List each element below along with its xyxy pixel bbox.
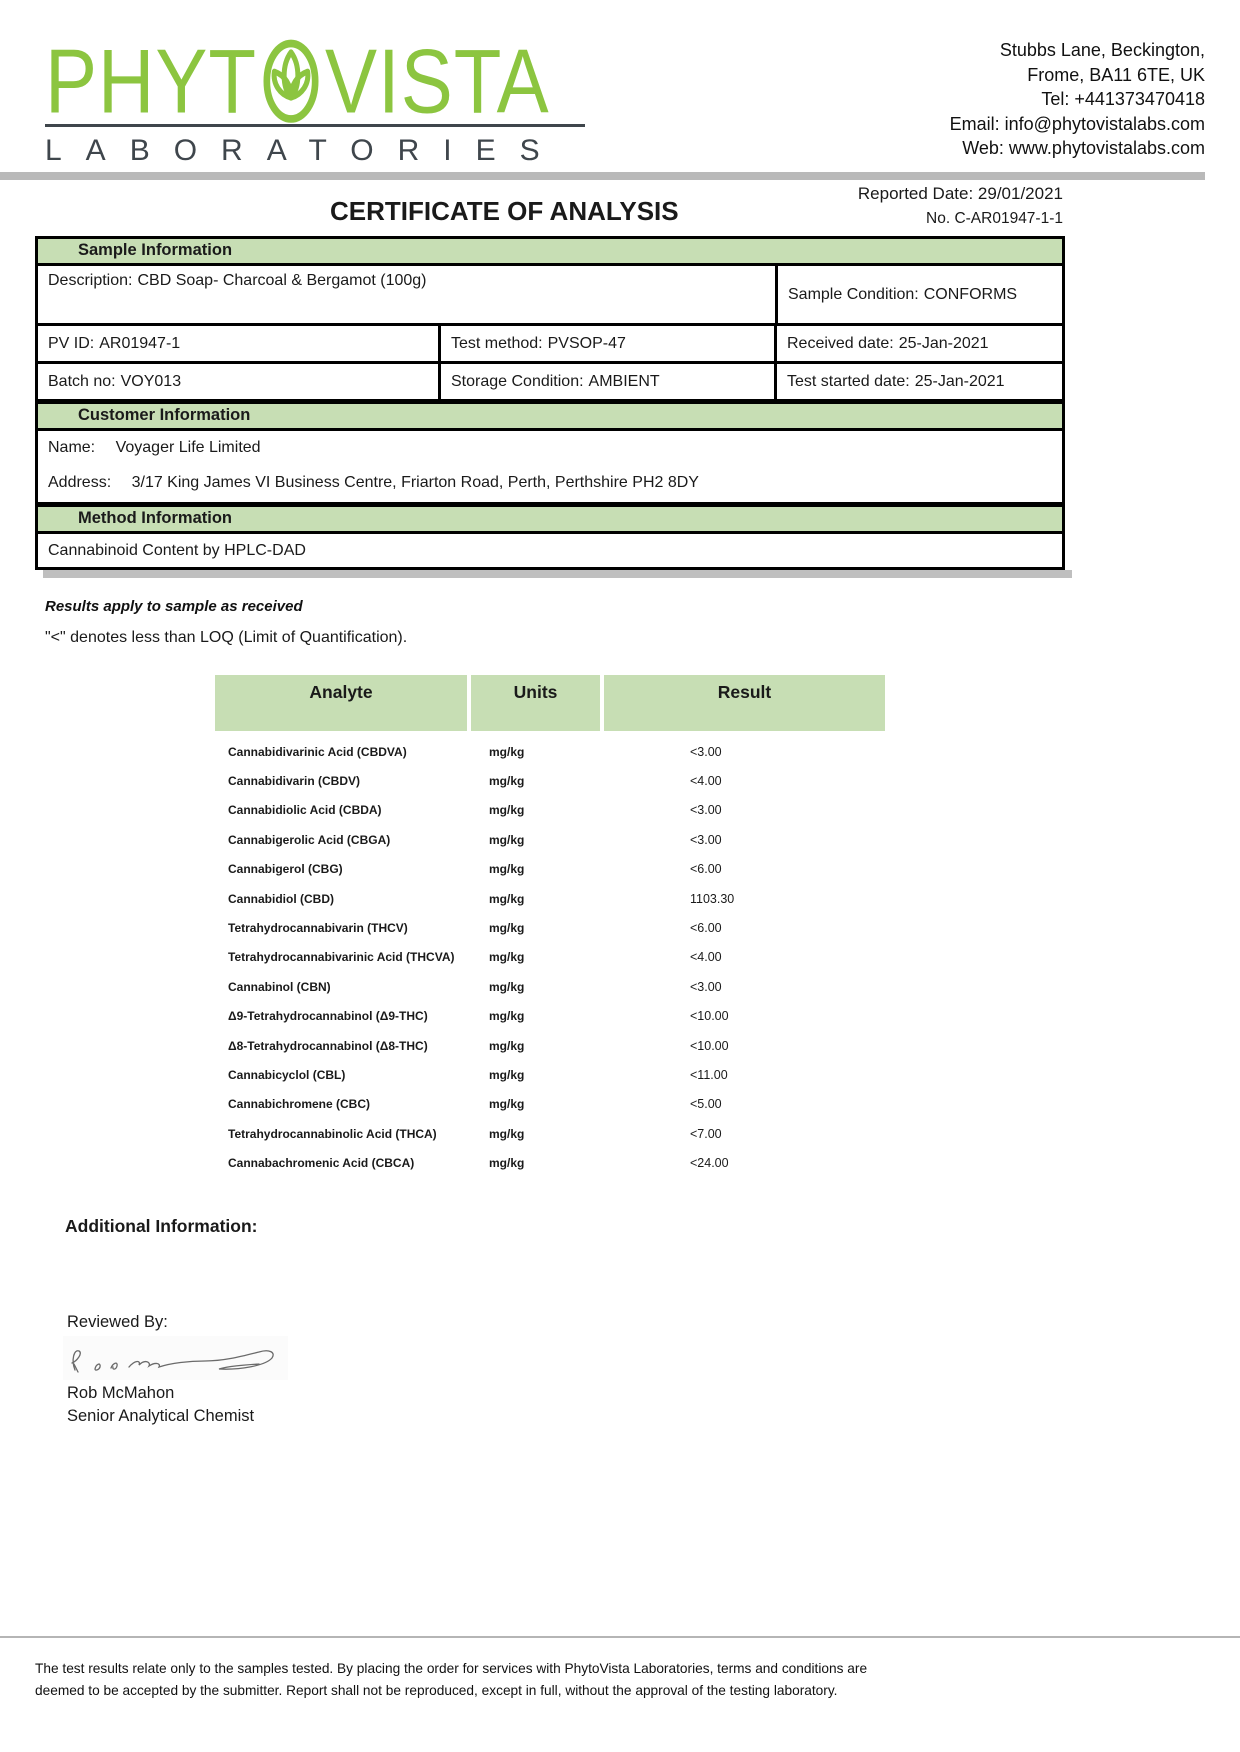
analyte-units: mg/kg: [489, 832, 525, 847]
batch-no-label: Batch no:: [48, 372, 116, 390]
analyte-name: Cannabichromene (CBC): [228, 1097, 371, 1112]
lab-contact-block: [950, 36, 1205, 170]
analyte-units: mg/kg: [489, 1097, 525, 1112]
test-started-date-cell: [774, 364, 1062, 399]
analyte-name: Cannabidiol (CBD): [228, 891, 334, 906]
customer-address-line: [48, 474, 1052, 492]
reviewer-title: Senior Analytical Chemist: [67, 1406, 255, 1425]
table-shadow-bar: [43, 570, 1072, 578]
analyte-name: Δ8-Tetrahydrocannabinol (Δ8-THC): [228, 1038, 428, 1053]
analyte-result: <4.00: [690, 950, 722, 965]
report-number: No. C-AR01947-1-1: [926, 210, 1063, 227]
analyte-result: <24.00: [690, 1156, 729, 1171]
sample-condition-label: Sample Condition:: [788, 285, 919, 303]
analyte-result: <4.00: [690, 774, 722, 789]
table-row: [215, 972, 885, 1001]
customer-name-value: Voyager Life Limited: [115, 439, 261, 456]
test-started-date-value: 25-Jan-2021: [914, 372, 1005, 390]
analyte-result: <11.00: [690, 1067, 728, 1082]
column-header-units: Units: [467, 675, 600, 731]
test-started-date-label: Test started date:: [787, 372, 910, 390]
analyte-result: <5.00: [690, 1097, 722, 1112]
page-title: CERTIFICATE OF ANALYSIS: [330, 196, 679, 226]
batch-no-cell: [38, 364, 438, 399]
received-date-label: Received date:: [787, 334, 894, 352]
customer-name-line: [48, 439, 1052, 457]
method-cell: Cannabinoid Content by HPLC-DAD: [48, 541, 306, 559]
analyte-name: Tetrahydrocannabivarin (THCV): [228, 921, 408, 936]
table-row: [215, 884, 885, 913]
analyte-result: <10.00: [690, 1038, 729, 1053]
analyte-units: mg/kg: [489, 862, 525, 877]
customer-information-header: Customer Information: [38, 402, 1062, 431]
sample-description-cell: [38, 266, 775, 323]
table-row: [215, 913, 885, 942]
reviewer-name: Rob McMahon: [67, 1383, 175, 1402]
analyte-units: mg/kg: [489, 1038, 525, 1053]
analyte-units: mg/kg: [489, 1156, 525, 1171]
lab-address-line1: Stubbs Lane, Beckington,: [999, 40, 1205, 60]
analyte-result: <3.00: [690, 832, 722, 847]
pv-id-value: AR01947-1: [99, 334, 181, 352]
reported-date: Reported Date: 29/01/2021: [857, 184, 1063, 203]
analyte-name: Cannabigerol (CBG): [228, 862, 343, 877]
logo-subtitle: LABORATORIES: [45, 134, 564, 167]
analyte-result: <10.00: [690, 1009, 729, 1024]
test-method-value: PVSOP-47: [547, 334, 626, 352]
logo-text-left: PHYT: [45, 30, 258, 133]
page-footer: [0, 1636, 1240, 1701]
results-table-body: [215, 737, 885, 1178]
storage-condition-label: Storage Condition:: [451, 372, 584, 390]
pv-id-label: PV ID:: [48, 334, 95, 352]
sample-information-header: Sample Information: [38, 239, 1062, 266]
analyte-result: <3.00: [690, 744, 722, 759]
analyte-result: <6.00: [690, 862, 722, 877]
analyte-units: mg/kg: [489, 803, 525, 818]
received-date-value: 25-Jan-2021: [898, 334, 989, 352]
column-header-analyte: Analyte: [215, 675, 467, 731]
sample-condition-value: CONFORMS: [923, 285, 1018, 303]
signature-image: [63, 1336, 288, 1380]
customer-address-label: Address:: [48, 474, 112, 491]
analyte-name: Cannabachromenic Acid (CBCA): [228, 1156, 415, 1171]
analyte-result: <7.00: [690, 1126, 722, 1141]
analyte-name: Cannabidivarinic Acid (CBDVA): [228, 744, 407, 759]
table-row: [215, 855, 885, 884]
test-method-cell: [438, 326, 774, 361]
test-method-label: Test method:: [451, 334, 543, 352]
analyte-units: mg/kg: [489, 744, 525, 759]
analyte-units: mg/kg: [489, 950, 525, 965]
analyte-name: Cannabidivarin (CBDV): [228, 774, 361, 789]
header-separator-bar: [0, 172, 1205, 180]
table-row: [215, 1119, 885, 1148]
batch-row: [38, 364, 1062, 402]
additional-information-label: Additional Information:: [65, 1215, 258, 1236]
logo-text-right: VISTA: [325, 30, 550, 133]
lab-web: Web: www.phytovistalabs.com: [962, 138, 1205, 158]
analyte-units: mg/kg: [489, 1067, 525, 1082]
title-section: [0, 180, 1240, 236]
footer-line1: The test results relate only to the samples tested. By placing the order for services with PhytoVista Laboratories, terms and conditions are: [35, 1661, 868, 1676]
table-row: [215, 1060, 885, 1089]
logo-wordmark: [45, 30, 605, 133]
results-table: [215, 675, 885, 1178]
table-row: [215, 1002, 885, 1031]
table-row: [215, 796, 885, 825]
analyte-units: mg/kg: [489, 921, 525, 936]
analyte-name: Tetrahydrocannabivarinic Acid (THCVA): [228, 950, 455, 965]
customer-name-label: Name:: [48, 439, 96, 456]
analyte-units: mg/kg: [489, 774, 525, 789]
description-label: Description:: [48, 272, 133, 289]
column-header-result: Result: [600, 675, 885, 731]
analyte-name: Cannabicyclol (CBL): [228, 1067, 346, 1082]
analyte-result: <6.00: [690, 921, 722, 936]
reviewed-by-label: Reviewed By:: [67, 1312, 168, 1331]
customer-address-value: 3/17 King James VI Business Centre, Friarton Road, Perth, Perthshire PH2 8DY: [131, 474, 699, 491]
description-value: CBD Soap- Charcoal & Bergamot (100g): [137, 272, 427, 289]
table-row: [215, 1090, 885, 1119]
phytovista-logo: [45, 30, 605, 170]
table-row: [215, 766, 885, 795]
report-meta: [858, 184, 1063, 228]
analyte-units: mg/kg: [489, 1009, 525, 1024]
analyte-units: mg/kg: [489, 979, 525, 994]
customer-details-cell: [38, 431, 1062, 505]
method-information-header: Method Information: [38, 505, 1062, 534]
lab-address-line2: Frome, BA11 6TE, UK: [1027, 64, 1205, 85]
analyte-result: <3.00: [690, 979, 722, 994]
sample-description-row: [38, 266, 1062, 326]
analyte-name: Cannabinol (CBN): [228, 979, 331, 994]
lab-email: Email: info@phytovistalabs.com: [949, 113, 1205, 134]
analyte-name: Cannabigerolic Acid (CBGA): [228, 832, 391, 847]
results-table-header: [215, 675, 885, 731]
analyte-result: <3.00: [690, 803, 722, 818]
table-row: [215, 1148, 885, 1177]
sample-ids-row: [38, 326, 1062, 364]
analyte-name: Δ9-Tetrahydrocannabinol (Δ9-THC): [228, 1009, 428, 1024]
received-date-cell: [774, 326, 1062, 361]
analyte-name: Cannabidiolic Acid (CBDA): [228, 803, 382, 818]
storage-condition-value: AMBIENT: [588, 372, 660, 390]
table-row: [215, 943, 885, 972]
footer-line2: deemed to be accepted by the submitter. Report shall not be reproduced, except in full, without the approval of the testing laboratory.: [35, 1682, 838, 1698]
sample-condition-cell: [775, 266, 1062, 323]
leaf-icon: [261, 36, 321, 126]
table-row: [215, 1031, 885, 1060]
analyte-result: 1103.30: [690, 891, 735, 906]
info-tables: [35, 236, 1065, 570]
analyte-units: mg/kg: [489, 891, 525, 906]
lab-tel: Tel: +441373470418: [1041, 89, 1205, 109]
storage-condition-cell: [438, 364, 774, 399]
analyte-name: Tetrahydrocannabinolic Acid (THCA): [228, 1126, 437, 1141]
loq-note: "<" denotes less than LOQ (Limit of Quantification).: [45, 629, 408, 646]
results-apply-note: Results apply to sample as received: [45, 598, 303, 615]
table-row: [215, 825, 885, 854]
signature-area: [63, 1336, 288, 1380]
pv-id-cell: [38, 326, 438, 361]
analyte-units: mg/kg: [489, 1126, 525, 1141]
table-row: [215, 737, 885, 766]
page-header: [0, 0, 1240, 170]
batch-no-value: VOY013: [120, 372, 182, 390]
